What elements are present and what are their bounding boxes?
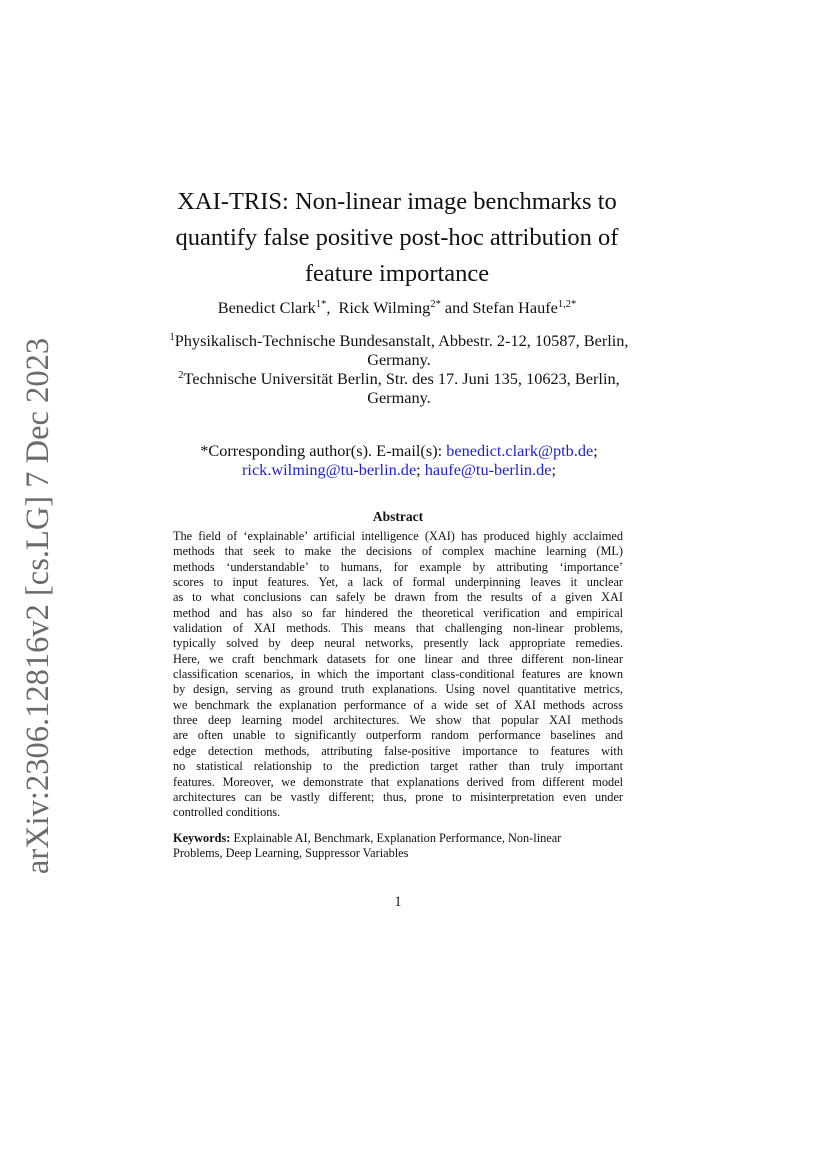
- affiliation-mark: 1: [169, 332, 175, 343]
- paper-title: [120, 184, 674, 292]
- affiliation-text: Germany.: [367, 388, 431, 407]
- author-separator: and: [440, 298, 473, 317]
- abstract-line: validation of XAI methods. This means that challenging non-linear problems,: [173, 621, 623, 636]
- abstract-line: controlled conditions.: [173, 805, 281, 820]
- email-link[interactable]: haufe@tu-berlin.de: [424, 460, 552, 479]
- affiliation-mark: 2: [178, 370, 184, 381]
- abstract-line: by design, serving as ground truth explanations. Using novel quantitative metrics,: [173, 682, 623, 697]
- corresponding-authors: [140, 441, 658, 479]
- abstract-line: The field of ‘explainable’ artificial intelligence (XAI) has produced highly acclaimed: [173, 529, 623, 543]
- email-link[interactable]: benedict.clark@ptb.de: [446, 441, 594, 460]
- affiliation: [140, 331, 658, 369]
- author-affiliation-mark: 1*: [315, 299, 327, 310]
- email-separator: ;: [416, 460, 421, 479]
- title-line: XAI-TRIS: Non-linear image benchmarks to: [177, 188, 617, 215]
- author-affiliation-mark: 1,2*: [557, 299, 577, 310]
- abstract-body: [173, 529, 623, 821]
- author-name: Stefan Haufe: [472, 298, 558, 317]
- arxiv-id-text: arXiv:2306.12816v2 [cs.LG] 7 Dec 2023: [19, 337, 56, 875]
- abstract-heading: Abstract: [372, 509, 424, 524]
- keywords-text: Problems, Deep Learning, Suppressor Variables: [173, 846, 409, 861]
- abstract-line: methods ‘understandable’ to humans, for example by attributing ‘importance’: [173, 559, 623, 574]
- abstract-line: features. Moreover, we demonstrate that explanations derived from different model: [173, 774, 623, 789]
- abstract-line: are often unable to significantly outperform random performance baselines and: [173, 728, 623, 743]
- title-line: feature importance: [304, 260, 490, 287]
- keywords: [173, 831, 623, 862]
- abstract-line: three deep learning model architectures. We show that popular XAI methods: [173, 713, 623, 728]
- email-separator: ;: [593, 441, 598, 460]
- title-line: quantify false positive post-hoc attribution of: [175, 224, 619, 251]
- affiliation-text: Germany.: [367, 350, 431, 369]
- abstract-line: as to what conclusions can safely be drawn from the results of a given XAI: [173, 590, 623, 605]
- email-link[interactable]: rick.wilming@tu-berlin.de: [242, 460, 417, 479]
- keywords-label: Keywords:: [173, 831, 231, 845]
- abstract-line: scores to input features. Yet, a lack of formal underpinning leaves it unclear: [173, 575, 623, 590]
- abstract-line: edge detection methods, attributing false-positive importance to features with: [173, 743, 623, 758]
- author-affiliation-mark: 2*: [430, 299, 441, 310]
- corresponding-prefix: *Corresponding author(s). E-mail(s):: [200, 441, 447, 460]
- abstract-line: Here, we craft benchmark datasets for one linear and three different non-linear: [173, 651, 623, 666]
- abstract-line: typically solved by deep neural networks, presently lack appropriate remedies.: [173, 636, 623, 651]
- abstract-line: we benchmark the explanation performance of a wide set of XAI methods across: [173, 697, 623, 712]
- abstract-line: methods that seek to make the decisions of complex machine learning (ML): [173, 544, 623, 559]
- abstract-line: classification scenarios, in which the important class-conditional features are known: [173, 667, 623, 682]
- keywords-text: Explainable AI, Benchmark, Explanation Performance, Non-linear: [230, 831, 562, 845]
- affiliation-text: Technische Universität Berlin, Str. des 17. Juni 135, 10623, Berlin,: [183, 369, 620, 388]
- author-list: [120, 297, 674, 319]
- email-separator: ;: [551, 460, 556, 479]
- abstract-line: method and has also so far hindered the theoretical verification and empirical: [173, 605, 623, 620]
- page-number: 1: [394, 894, 402, 910]
- abstract-line: no statistical relationship to the prediction target rather than truly important: [173, 759, 623, 774]
- affiliation: [140, 369, 658, 407]
- abstract-line: architectures can be vastly different; thus, prone to misinterpretation even under: [173, 789, 623, 804]
- author-separator: ,: [326, 298, 339, 317]
- arxiv-sidebar-identifier: [12, 337, 64, 875]
- affiliation-text: Physikalisch-Technische Bundesanstalt, Abbestr. 2-12, 10587, Berlin,: [174, 331, 629, 350]
- author-name: Benedict Clark: [217, 298, 316, 317]
- author-name: Rick Wilming: [338, 298, 431, 317]
